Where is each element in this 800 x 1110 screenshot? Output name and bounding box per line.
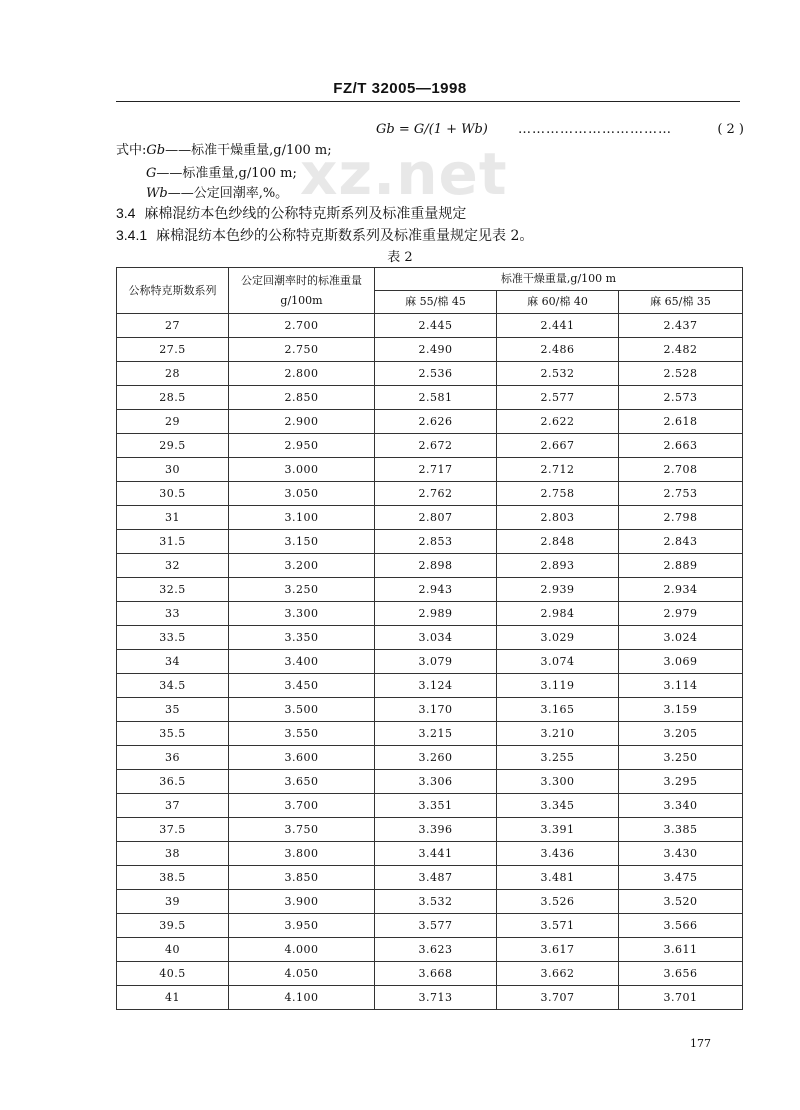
table-cell: 3.215 <box>375 722 497 746</box>
table-cell: 3.566 <box>619 914 743 938</box>
table-row <box>117 602 743 626</box>
table-cell: 4.050 <box>229 962 375 986</box>
table-cell: 2.441 <box>497 314 619 338</box>
table-cell: 2.528 <box>619 362 743 386</box>
table-cell: 3.345 <box>497 794 619 818</box>
definition-row-2 <box>146 162 297 181</box>
section-3-4 <box>116 203 466 223</box>
table-row <box>117 386 743 410</box>
watermark: xz.net <box>300 140 508 208</box>
table-cell: 2.667 <box>497 434 619 458</box>
table-cell: 3.159 <box>619 698 743 722</box>
table-cell: 3.165 <box>497 698 619 722</box>
page-number: 177 <box>690 1037 711 1050</box>
table-cell: 3.385 <box>619 818 743 842</box>
definition-text: ——标准干燥重量,g/100 m; <box>165 143 332 158</box>
table-cell: 39.5 <box>117 914 229 938</box>
table-cell: 34 <box>117 650 229 674</box>
table-row <box>117 554 743 578</box>
table-cell: 3.079 <box>375 650 497 674</box>
table-cell: 36.5 <box>117 770 229 794</box>
table-cell: 2.750 <box>229 338 375 362</box>
yarn-weight-table <box>116 267 743 1010</box>
table-cell: 3.029 <box>497 626 619 650</box>
table-cell: 2.984 <box>497 602 619 626</box>
table-cell: 3.713 <box>375 986 497 1010</box>
table-row <box>117 818 743 842</box>
table-cell: 3.571 <box>497 914 619 938</box>
table-cell: 2.843 <box>619 530 743 554</box>
table-cell: 3.300 <box>497 770 619 794</box>
table-cell: 3.950 <box>229 914 375 938</box>
table-cell: 3.205 <box>619 722 743 746</box>
definitions-intro: 式中: <box>116 143 147 158</box>
table-cell: 38 <box>117 842 229 866</box>
section-title: 麻棉混纺本色纱线的公称特克斯系列及标准重量规定 <box>144 206 467 222</box>
table-cell: 2.536 <box>375 362 497 386</box>
table-row <box>117 770 743 794</box>
table-cell: 2.807 <box>375 506 497 530</box>
table-cell: 2.753 <box>619 482 743 506</box>
table-cell: 3.306 <box>375 770 497 794</box>
table-cell: 2.934 <box>619 578 743 602</box>
table-cell: 3.430 <box>619 842 743 866</box>
table-cell: 2.573 <box>619 386 743 410</box>
table-row <box>117 962 743 986</box>
table-cell: 2.445 <box>375 314 497 338</box>
table-cell: 3.550 <box>229 722 375 746</box>
table-cell: 3.750 <box>229 818 375 842</box>
table-row <box>117 410 743 434</box>
table-cell: 2.762 <box>375 482 497 506</box>
table-cell: 2.889 <box>619 554 743 578</box>
table-row <box>117 578 743 602</box>
table-cell: 2.626 <box>375 410 497 434</box>
table-cell: 3.340 <box>619 794 743 818</box>
formula-leader-dots: …………………………… <box>518 122 673 137</box>
table-cell: 3.487 <box>375 866 497 890</box>
definition-symbol: Gb <box>146 143 166 158</box>
table-cell: 3.662 <box>497 962 619 986</box>
table-cell: 2.848 <box>497 530 619 554</box>
table-cell: 3.668 <box>375 962 497 986</box>
section-number: 3.4 <box>116 205 136 221</box>
table-cell: 3.250 <box>619 746 743 770</box>
standard-code-header: FZ/T 32005—1998 <box>333 80 467 97</box>
table-cell: 28.5 <box>117 386 229 410</box>
table-cell: 2.850 <box>229 386 375 410</box>
header-blend-60-40: 麻 60/棉 40 <box>497 291 619 314</box>
table-row <box>117 338 743 362</box>
section-title: 麻棉混纺本色纱的公称特克斯数系列及标准重量规定见表 2。 <box>156 228 534 244</box>
table-cell: 3.526 <box>497 890 619 914</box>
table-cell: 3.034 <box>375 626 497 650</box>
table-cell: 3.391 <box>497 818 619 842</box>
table-cell: 3.124 <box>375 674 497 698</box>
table-cell: 3.600 <box>229 746 375 770</box>
table-cell: 2.900 <box>229 410 375 434</box>
table-cell: 3.532 <box>375 890 497 914</box>
table-cell: 3.200 <box>229 554 375 578</box>
table-cell: 3.050 <box>229 482 375 506</box>
table-cell: 33.5 <box>117 626 229 650</box>
header-rule <box>116 101 740 102</box>
table-row <box>117 938 743 962</box>
table-cell: 3.450 <box>229 674 375 698</box>
table-cell: 3.170 <box>375 698 497 722</box>
table-cell: 3.850 <box>229 866 375 890</box>
table-cell: 4.000 <box>229 938 375 962</box>
table-cell: 2.979 <box>619 602 743 626</box>
table-cell: 2.717 <box>375 458 497 482</box>
table-cell: 3.707 <box>497 986 619 1010</box>
table-cell: 35 <box>117 698 229 722</box>
table-cell: 29 <box>117 410 229 434</box>
table-cell: 3.351 <box>375 794 497 818</box>
table-cell: 3.900 <box>229 890 375 914</box>
table-cell: 29.5 <box>117 434 229 458</box>
table-caption: 表 2 <box>387 250 413 265</box>
table-row <box>117 458 743 482</box>
table-cell: 3.150 <box>229 530 375 554</box>
table-cell: 3.623 <box>375 938 497 962</box>
table-cell: 3.650 <box>229 770 375 794</box>
table-cell: 2.581 <box>375 386 497 410</box>
definition-symbol: G <box>146 166 157 181</box>
header-blend-55-45: 麻 55/棉 45 <box>375 291 497 314</box>
formula-line <box>376 122 744 137</box>
section-number: 3.4.1 <box>116 227 148 243</box>
table-cell: 32 <box>117 554 229 578</box>
table-cell: 3.441 <box>375 842 497 866</box>
table-cell: 3.074 <box>497 650 619 674</box>
table-cell: 3.069 <box>619 650 743 674</box>
table-cell: 3.701 <box>619 986 743 1010</box>
table-cell: 3.210 <box>497 722 619 746</box>
table-row <box>117 842 743 866</box>
table-row <box>117 746 743 770</box>
table-cell: 2.622 <box>497 410 619 434</box>
table-cell: 3.700 <box>229 794 375 818</box>
table-row <box>117 722 743 746</box>
table-cell: 2.893 <box>497 554 619 578</box>
table-row <box>117 434 743 458</box>
table-cell: 27 <box>117 314 229 338</box>
formula-expression: Gb = G/(1 + Wb) <box>376 122 488 137</box>
table-row <box>117 506 743 530</box>
table-cell: 3.024 <box>619 626 743 650</box>
table-cell: 2.950 <box>229 434 375 458</box>
table-cell: 40 <box>117 938 229 962</box>
table-cell: 2.437 <box>619 314 743 338</box>
table-cell: 3.436 <box>497 842 619 866</box>
table-cell: 37 <box>117 794 229 818</box>
table-cell: 2.577 <box>497 386 619 410</box>
table-cell: 2.672 <box>375 434 497 458</box>
table-cell: 40.5 <box>117 962 229 986</box>
table-cell: 2.989 <box>375 602 497 626</box>
table-cell: 3.350 <box>229 626 375 650</box>
table-cell: 3.577 <box>375 914 497 938</box>
definition-row-1 <box>116 139 332 158</box>
table-cell: 2.803 <box>497 506 619 530</box>
table-cell: 27.5 <box>117 338 229 362</box>
table-cell: 3.656 <box>619 962 743 986</box>
header-standard-weight: 公定回潮率时的标准重量 g/100m <box>229 268 375 314</box>
header-nominal-tex: 公称特克斯数系列 <box>117 268 229 314</box>
table-row <box>117 482 743 506</box>
table-cell: 2.943 <box>375 578 497 602</box>
table-row <box>117 314 743 338</box>
header-blend-65-35: 麻 65/棉 35 <box>619 291 743 314</box>
definition-row-3 <box>146 182 288 201</box>
table-cell: 2.712 <box>497 458 619 482</box>
table-cell: 4.100 <box>229 986 375 1010</box>
table-cell: 2.853 <box>375 530 497 554</box>
section-3-4-1 <box>116 225 533 245</box>
table-body <box>117 314 743 1010</box>
table-cell: 3.800 <box>229 842 375 866</box>
table-row <box>117 866 743 890</box>
table-cell: 2.758 <box>497 482 619 506</box>
table-row <box>117 674 743 698</box>
table-cell: 3.520 <box>619 890 743 914</box>
table-cell: 3.611 <box>619 938 743 962</box>
definition-text: ——公定回潮率,%。 <box>167 186 289 201</box>
table-cell: 2.798 <box>619 506 743 530</box>
table-cell: 3.500 <box>229 698 375 722</box>
table-cell: 32.5 <box>117 578 229 602</box>
table-cell: 3.481 <box>497 866 619 890</box>
table-row <box>117 698 743 722</box>
definition-symbol: Wb <box>146 186 168 201</box>
table-cell: 31.5 <box>117 530 229 554</box>
table-cell: 3.475 <box>619 866 743 890</box>
table-cell: 2.700 <box>229 314 375 338</box>
table-cell: 28 <box>117 362 229 386</box>
table-cell: 2.618 <box>619 410 743 434</box>
table-cell: 30 <box>117 458 229 482</box>
table-cell: 3.400 <box>229 650 375 674</box>
table-row <box>117 530 743 554</box>
table-cell: 37.5 <box>117 818 229 842</box>
table-cell: 2.898 <box>375 554 497 578</box>
table-cell: 3.100 <box>229 506 375 530</box>
table-cell: 2.939 <box>497 578 619 602</box>
table-cell: 35.5 <box>117 722 229 746</box>
table-cell: 3.260 <box>375 746 497 770</box>
table-row <box>117 794 743 818</box>
table-cell: 3.119 <box>497 674 619 698</box>
formula-number: ( 2 ) <box>717 122 744 137</box>
table-cell: 3.396 <box>375 818 497 842</box>
table-cell: 2.490 <box>375 338 497 362</box>
table-cell: 33 <box>117 602 229 626</box>
table-cell: 3.000 <box>229 458 375 482</box>
table-row <box>117 890 743 914</box>
table-cell: 39 <box>117 890 229 914</box>
table-cell: 3.617 <box>497 938 619 962</box>
table-cell: 2.708 <box>619 458 743 482</box>
table-cell: 2.663 <box>619 434 743 458</box>
table-cell: 34.5 <box>117 674 229 698</box>
definition-text: ——标准重量,g/100 m; <box>156 166 297 181</box>
table-row <box>117 986 743 1010</box>
header-dry-weight-group: 标准干燥重量,g/100 m <box>375 268 743 291</box>
table-row <box>117 626 743 650</box>
table-cell: 3.295 <box>619 770 743 794</box>
table-cell: 30.5 <box>117 482 229 506</box>
table-cell: 2.800 <box>229 362 375 386</box>
table-cell: 2.532 <box>497 362 619 386</box>
table-cell: 3.250 <box>229 578 375 602</box>
table-row <box>117 914 743 938</box>
table-cell: 38.5 <box>117 866 229 890</box>
table-cell: 3.114 <box>619 674 743 698</box>
table-cell: 2.482 <box>619 338 743 362</box>
table-cell: 36 <box>117 746 229 770</box>
table-row <box>117 650 743 674</box>
table-row <box>117 362 743 386</box>
table-cell: 3.255 <box>497 746 619 770</box>
table-cell: 3.300 <box>229 602 375 626</box>
table-cell: 41 <box>117 986 229 1010</box>
table-cell: 31 <box>117 506 229 530</box>
table-cell: 2.486 <box>497 338 619 362</box>
